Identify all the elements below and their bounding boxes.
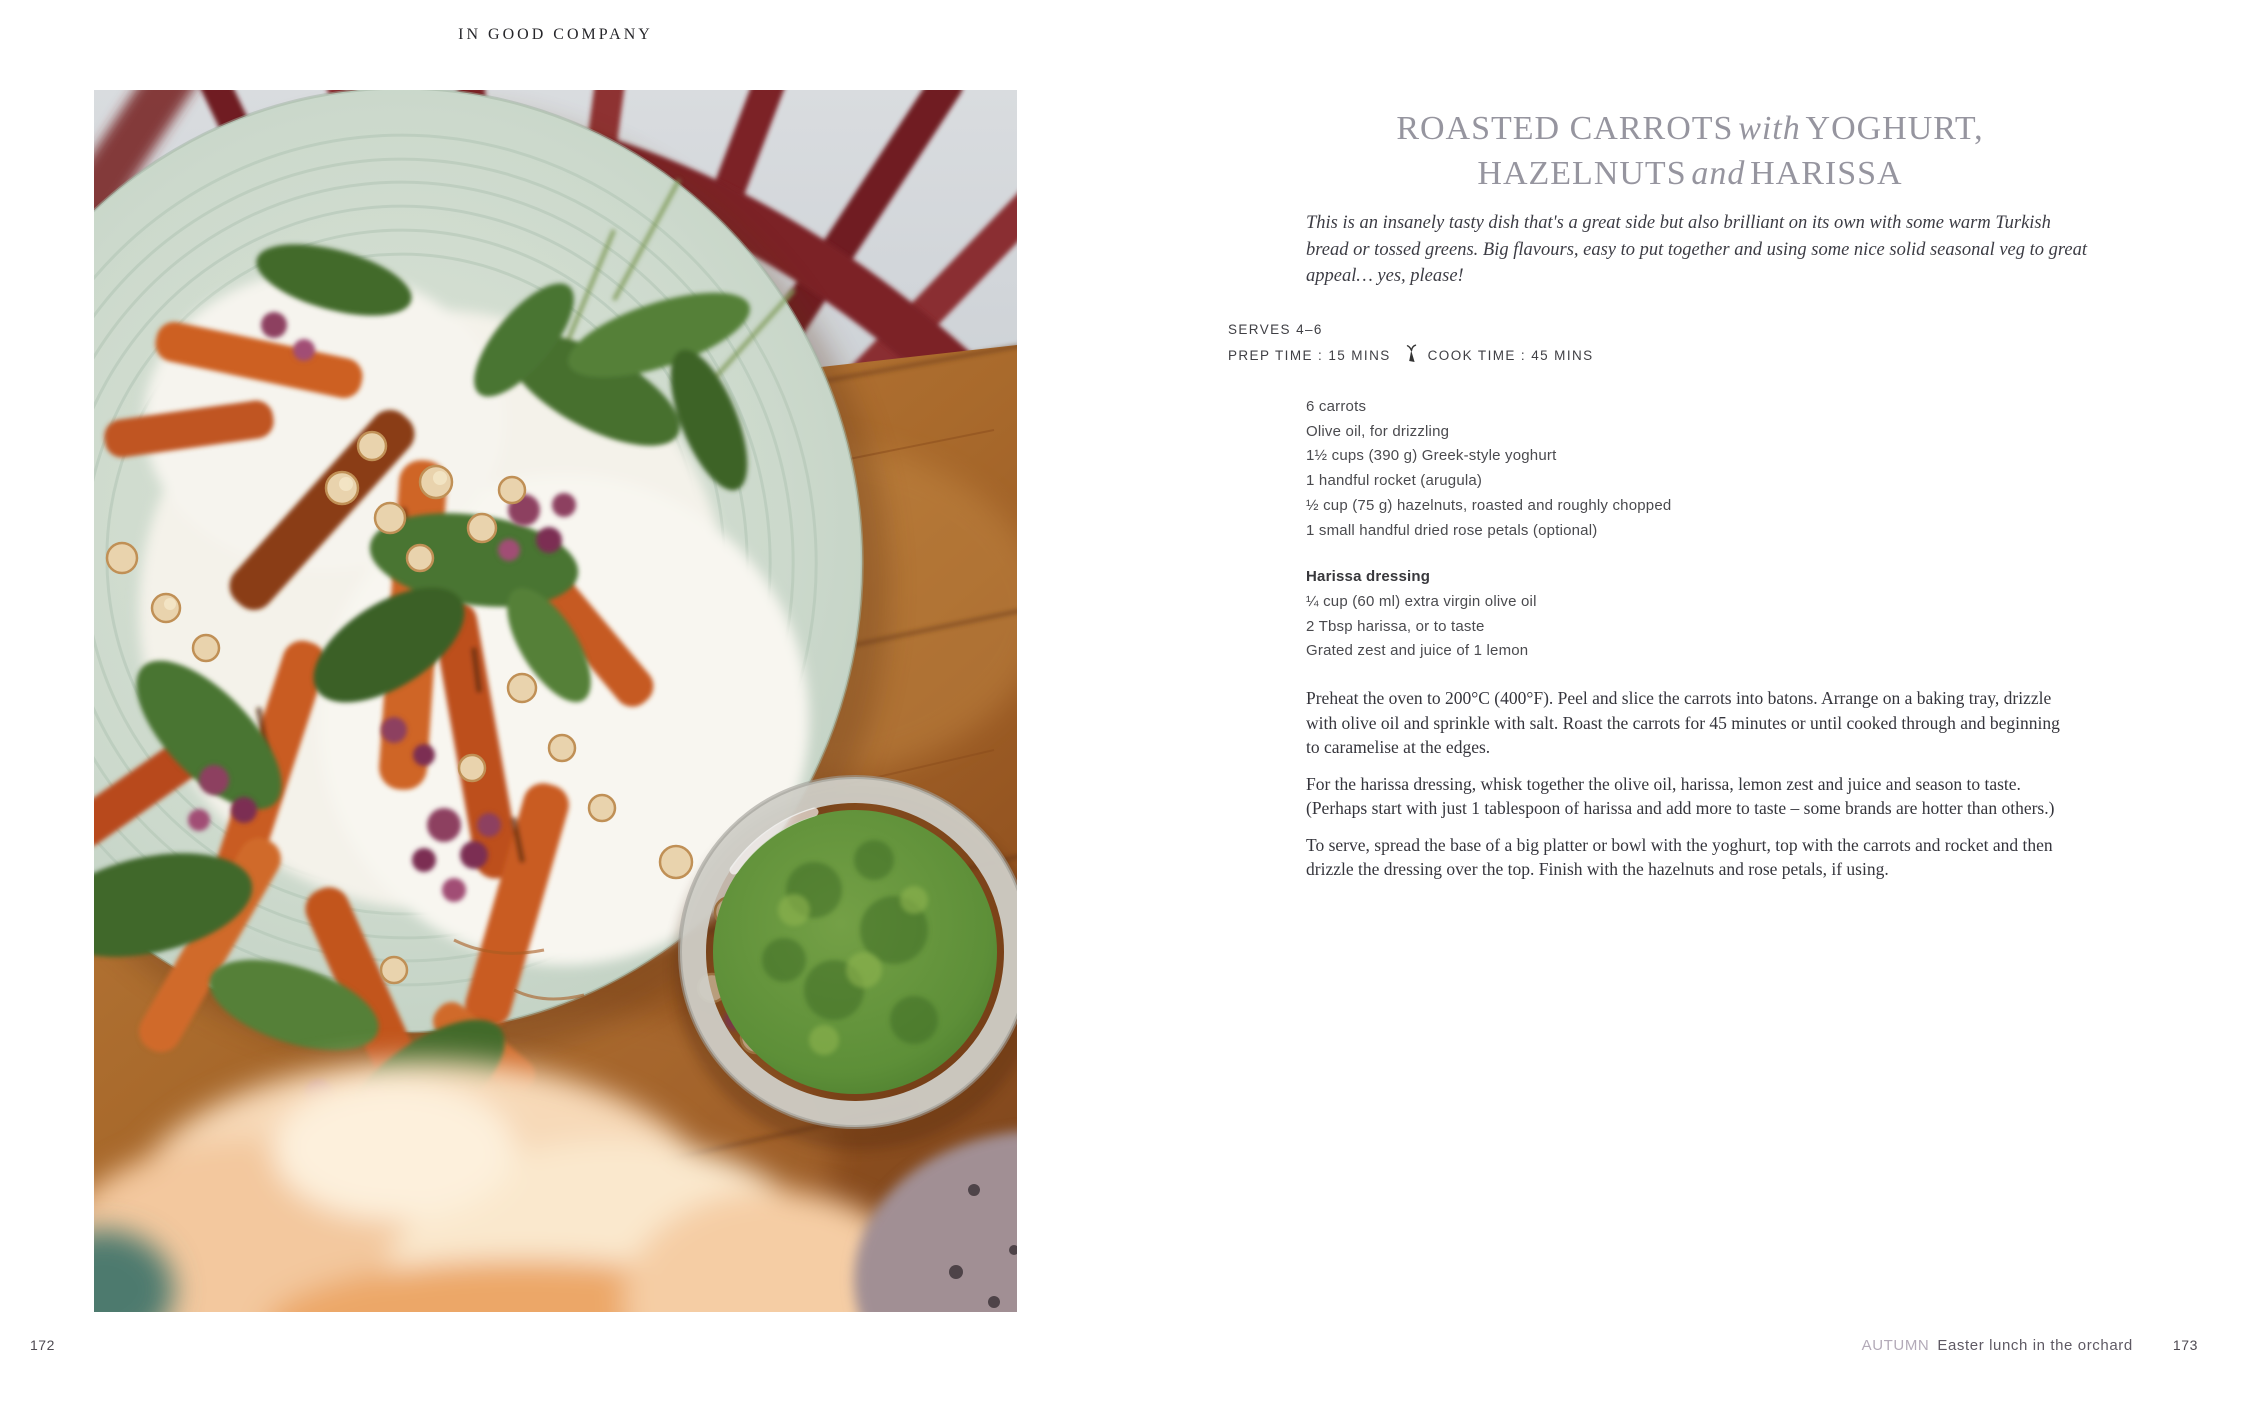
- ingredient: 2 Tbsp harissa, or to taste: [1306, 617, 1485, 635]
- recipe-meta: [1228, 316, 2028, 368]
- recipe-title-line1: ROASTED CARROTS with YOGHURT,: [1396, 110, 1984, 147]
- sub-section-heading: Harissa dressing: [1306, 568, 1431, 586]
- recipe-intro: This is an insanely tasty dish that's a great side but also brilliant on its own with some warm Turkish bread or tossed greens. Big flavours, easy to put together and using some nice solid seasonal veg to great appeal… yes, please!: [1306, 213, 2088, 286]
- carrot-icon: [1405, 344, 1418, 367]
- ingredient-list: [1306, 395, 2006, 664]
- method-step: For the harissa dressing, whisk together the olive oil, harissa, lemon zest and juice and season to taste. (Perhaps start with just 1 tablespoon of harissa and add more to taste – some brands are hotter than others.): [1306, 773, 2055, 818]
- chapter-label: Easter lunch in the orchard: [1937, 1337, 2133, 1354]
- method-step: Preheat the oven to 200°C (400°F). Peel and slice the carrots into batons. Arrange on a baking tray, drizzle with olive oil and sprinkle with salt. Roast the carrots for 45 minutes or until cooked through and beginning to caramelise at the edges.: [1306, 688, 2060, 757]
- recipe-title: [1230, 106, 2150, 196]
- cook-time: COOK TIME : 45 MINS: [1427, 347, 1594, 363]
- recipe-title-line2: HAZELNUTS and HARISSA: [1477, 155, 1903, 192]
- page-number-right: 173: [2172, 1337, 2198, 1353]
- ingredient: Olive oil, for drizzling: [1306, 422, 1450, 440]
- season-label: AUTUMN: [1861, 1337, 1930, 1354]
- ingredient: 1 handful rocket (arugula): [1306, 472, 1483, 490]
- ingredient: Grated zest and juice of 1 lemon: [1306, 642, 1529, 660]
- harissa-sauce: [713, 810, 997, 1094]
- spacer: [1306, 543, 2006, 565]
- ingredient: ½ cup (75 g) hazelnuts, roasted and roughly chopped: [1306, 496, 1672, 514]
- serves-line: SERVES 4–6: [1228, 321, 1323, 337]
- page-number-left: 172: [30, 1337, 55, 1353]
- running-head: IN GOOD COMPANY: [458, 26, 653, 43]
- photo-illustration: [94, 90, 1017, 1312]
- prep-time: PREP TIME : 15 MINS: [1228, 347, 1391, 363]
- method-step: To serve, spread the base of a big platter or bowl with the yoghurt, top with the carrots and rocket and then drizzle the dressing over the top. Finish with the hazelnuts and rose petals, if using.: [1306, 834, 2053, 879]
- ingredient: 6 carrots: [1306, 398, 1367, 415]
- footer-right: [1862, 1337, 2198, 1354]
- ingredient: 1 small handful dried rose petals (optional): [1306, 521, 1598, 539]
- ingredient: 1½ cups (390 g) Greek-style yoghurt: [1306, 447, 1557, 465]
- harissa-jar: [674, 777, 1017, 1150]
- time-line: [1228, 342, 2028, 368]
- recipe-photo: [94, 90, 1017, 1312]
- method-steps: [1306, 686, 2070, 894]
- ingredient: ¼ cup (60 ml) extra virgin olive oil: [1306, 592, 1537, 610]
